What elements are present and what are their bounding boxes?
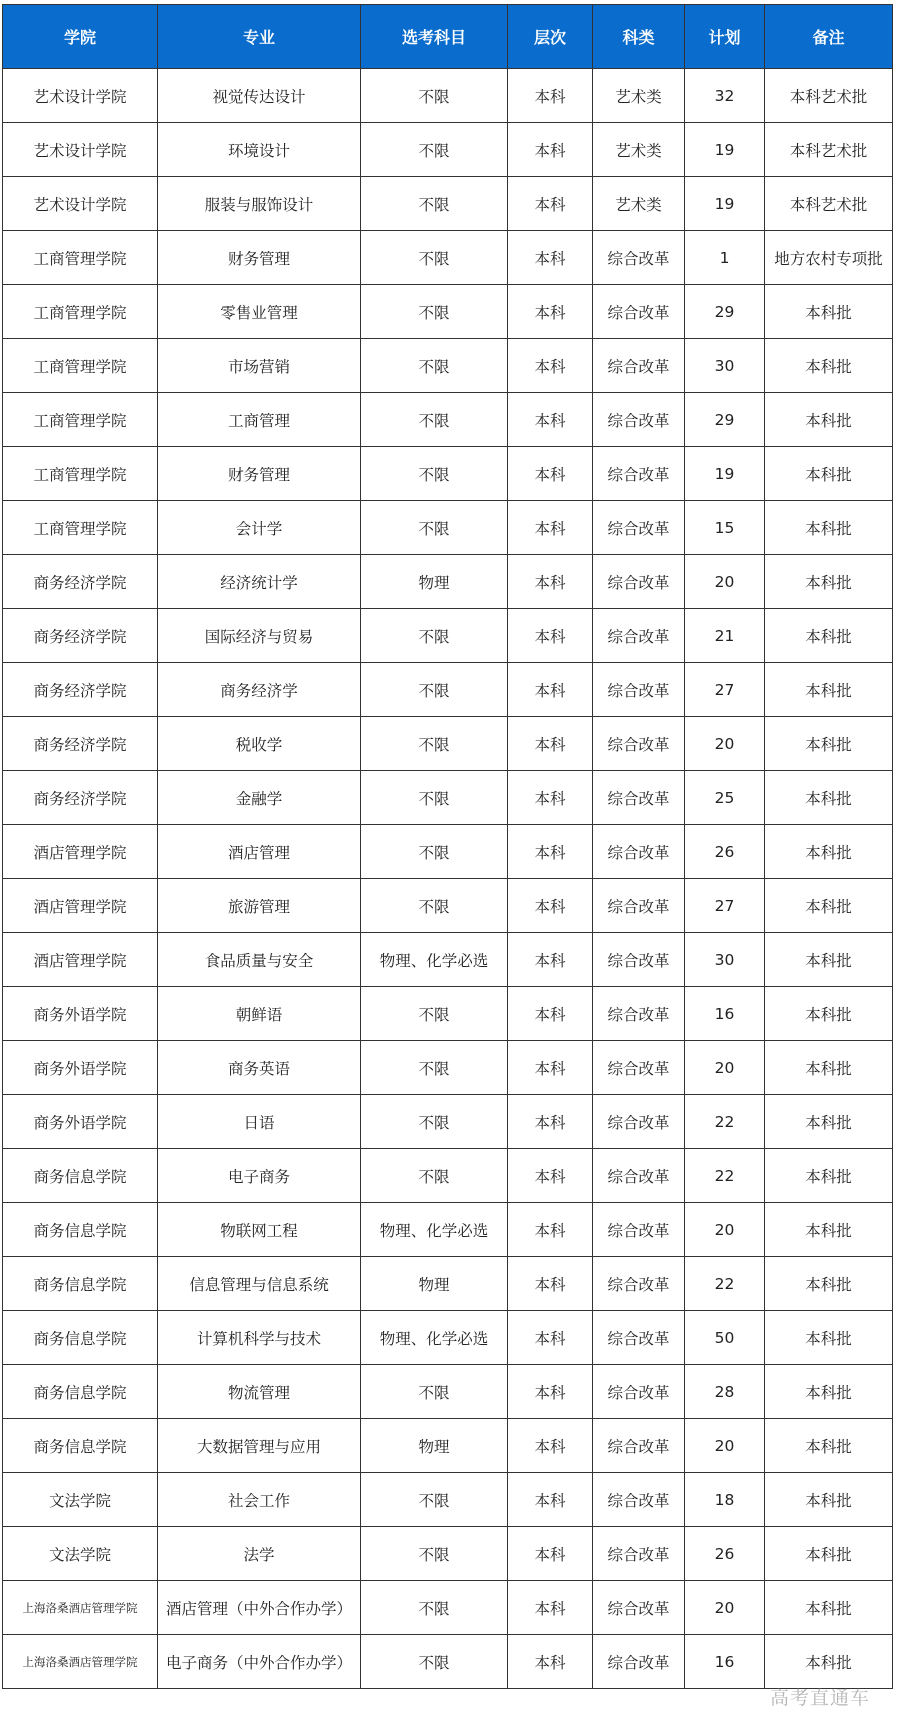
cell-level: 本科: [508, 717, 593, 771]
cell-subject-requirement: 不限: [361, 1041, 508, 1095]
cell-major: 电子商务: [158, 1149, 361, 1203]
table-row: [3, 1257, 893, 1311]
cell-level: 本科: [508, 447, 593, 501]
cell-level: 本科: [508, 1473, 593, 1527]
table-row: [3, 1041, 893, 1095]
cell-level: 本科: [508, 339, 593, 393]
cell-plan-count: 26: [685, 825, 765, 879]
cell-subject-requirement: 不限: [361, 987, 508, 1041]
table-row: [3, 501, 893, 555]
cell-major: 朝鲜语: [158, 987, 361, 1041]
cell-remark: 本科批: [765, 285, 893, 339]
cell-college: 文法学院: [3, 1527, 158, 1581]
cell-category: 综合改革: [593, 285, 685, 339]
cell-level: 本科: [508, 1203, 593, 1257]
table-row: [3, 1095, 893, 1149]
cell-subject-requirement: 不限: [361, 285, 508, 339]
header-college: 学院: [3, 5, 158, 69]
cell-subject-requirement: 不限: [361, 123, 508, 177]
table-row: [3, 393, 893, 447]
cell-level: 本科: [508, 1365, 593, 1419]
cell-major: 商务经济学: [158, 663, 361, 717]
cell-major: 环境设计: [158, 123, 361, 177]
cell-level: 本科: [508, 1149, 593, 1203]
cell-category: 综合改革: [593, 1581, 685, 1635]
cell-college: 工商管理学院: [3, 393, 158, 447]
cell-plan-count: 21: [685, 609, 765, 663]
cell-plan-count: 29: [685, 285, 765, 339]
cell-category: 艺术类: [593, 123, 685, 177]
cell-subject-requirement: 不限: [361, 1581, 508, 1635]
cell-level: 本科: [508, 501, 593, 555]
cell-remark: 本科批: [765, 933, 893, 987]
cell-plan-count: 19: [685, 177, 765, 231]
table-row: [3, 1311, 893, 1365]
cell-remark: 本科批: [765, 987, 893, 1041]
table-row: [3, 285, 893, 339]
cell-major: 大数据管理与应用: [158, 1419, 361, 1473]
cell-college: 艺术设计学院: [3, 123, 158, 177]
cell-remark: 本科批: [765, 501, 893, 555]
cell-category: 综合改革: [593, 1311, 685, 1365]
cell-remark: 本科批: [765, 771, 893, 825]
cell-major: 信息管理与信息系统: [158, 1257, 361, 1311]
cell-subject-requirement: 物理: [361, 1419, 508, 1473]
cell-category: 综合改革: [593, 1635, 685, 1689]
cell-category: 综合改革: [593, 501, 685, 555]
cell-subject-requirement: 不限: [361, 1635, 508, 1689]
cell-plan-count: 27: [685, 663, 765, 717]
cell-college: 文法学院: [3, 1473, 158, 1527]
header-remark: 备注: [765, 5, 893, 69]
cell-subject-requirement: 物理: [361, 1257, 508, 1311]
cell-major: 财务管理: [158, 231, 361, 285]
enrollment-plan-table-container: [2, 4, 892, 1689]
header-plan-count: 计划: [685, 5, 765, 69]
cell-level: 本科: [508, 1419, 593, 1473]
cell-college: 商务信息学院: [3, 1419, 158, 1473]
cell-plan-count: 22: [685, 1257, 765, 1311]
cell-plan-count: 50: [685, 1311, 765, 1365]
cell-category: 综合改革: [593, 1041, 685, 1095]
cell-major: 食品质量与安全: [158, 933, 361, 987]
cell-major: 工商管理: [158, 393, 361, 447]
cell-level: 本科: [508, 1257, 593, 1311]
cell-remark: 本科批: [765, 1473, 893, 1527]
cell-level: 本科: [508, 879, 593, 933]
enrollment-plan-table: [2, 4, 893, 1689]
cell-level: 本科: [508, 69, 593, 123]
cell-remark: 本科批: [765, 1041, 893, 1095]
cell-subject-requirement: 不限: [361, 1365, 508, 1419]
cell-major: 经济统计学: [158, 555, 361, 609]
cell-major: 市场营销: [158, 339, 361, 393]
cell-remark: 本科批: [765, 1257, 893, 1311]
cell-plan-count: 16: [685, 987, 765, 1041]
cell-remark: 本科批: [765, 879, 893, 933]
cell-remark: 本科批: [765, 393, 893, 447]
cell-college: 上海洛桑酒店管理学院: [3, 1581, 158, 1635]
cell-level: 本科: [508, 177, 593, 231]
cell-college: 商务外语学院: [3, 1041, 158, 1095]
table-row: [3, 339, 893, 393]
cell-subject-requirement: 物理: [361, 555, 508, 609]
table-row: [3, 1635, 893, 1689]
cell-category: 综合改革: [593, 717, 685, 771]
cell-category: 综合改革: [593, 987, 685, 1041]
cell-college: 工商管理学院: [3, 285, 158, 339]
cell-remark: 本科批: [765, 1149, 893, 1203]
cell-subject-requirement: 物理、化学必选: [361, 933, 508, 987]
table-row: [3, 933, 893, 987]
cell-category: 综合改革: [593, 1257, 685, 1311]
cell-plan-count: 1: [685, 231, 765, 285]
cell-plan-count: 30: [685, 339, 765, 393]
cell-plan-count: 20: [685, 717, 765, 771]
cell-plan-count: 29: [685, 393, 765, 447]
cell-major: 金融学: [158, 771, 361, 825]
cell-subject-requirement: 不限: [361, 663, 508, 717]
table-row: [3, 771, 893, 825]
cell-major: 国际经济与贸易: [158, 609, 361, 663]
cell-major: 旅游管理: [158, 879, 361, 933]
cell-college: 酒店管理学院: [3, 825, 158, 879]
table-row: [3, 1149, 893, 1203]
cell-plan-count: 28: [685, 1365, 765, 1419]
cell-college: 工商管理学院: [3, 231, 158, 285]
cell-category: 综合改革: [593, 609, 685, 663]
cell-remark: 本科批: [765, 825, 893, 879]
table-row: [3, 1473, 893, 1527]
cell-category: 综合改革: [593, 393, 685, 447]
table-row: [3, 663, 893, 717]
cell-subject-requirement: 不限: [361, 825, 508, 879]
cell-category: 综合改革: [593, 231, 685, 285]
cell-level: 本科: [508, 231, 593, 285]
cell-category: 综合改革: [593, 1365, 685, 1419]
cell-plan-count: 16: [685, 1635, 765, 1689]
cell-level: 本科: [508, 1041, 593, 1095]
cell-college: 商务经济学院: [3, 663, 158, 717]
header-level: 层次: [508, 5, 593, 69]
cell-remark: 本科批: [765, 1095, 893, 1149]
table-row: [3, 1527, 893, 1581]
cell-subject-requirement: 不限: [361, 231, 508, 285]
cell-remark: 本科批: [765, 1419, 893, 1473]
cell-college: 商务信息学院: [3, 1365, 158, 1419]
cell-subject-requirement: 不限: [361, 1473, 508, 1527]
header-subject-requirement: 选考科目: [361, 5, 508, 69]
cell-major: 物联网工程: [158, 1203, 361, 1257]
table-row: [3, 825, 893, 879]
cell-major: 酒店管理（中外合作办学）: [158, 1581, 361, 1635]
table-row: [3, 555, 893, 609]
cell-plan-count: 20: [685, 1419, 765, 1473]
cell-remark: 本科批: [765, 1311, 893, 1365]
cell-remark: 本科艺术批: [765, 123, 893, 177]
cell-level: 本科: [508, 771, 593, 825]
cell-category: 综合改革: [593, 1419, 685, 1473]
cell-college: 艺术设计学院: [3, 69, 158, 123]
cell-subject-requirement: 不限: [361, 771, 508, 825]
cell-category: 综合改革: [593, 555, 685, 609]
cell-category: 综合改革: [593, 339, 685, 393]
cell-remark: 本科批: [765, 1365, 893, 1419]
cell-college: 商务外语学院: [3, 987, 158, 1041]
cell-plan-count: 20: [685, 1041, 765, 1095]
table-row: [3, 123, 893, 177]
cell-plan-count: 20: [685, 555, 765, 609]
table-row: [3, 1365, 893, 1419]
cell-category: 综合改革: [593, 1203, 685, 1257]
cell-subject-requirement: 不限: [361, 879, 508, 933]
table-row: [3, 1419, 893, 1473]
cell-subject-requirement: 不限: [361, 1149, 508, 1203]
cell-remark: 本科艺术批: [765, 69, 893, 123]
cell-major: 会计学: [158, 501, 361, 555]
cell-subject-requirement: 不限: [361, 447, 508, 501]
cell-subject-requirement: 不限: [361, 609, 508, 663]
cell-major: 物流管理: [158, 1365, 361, 1419]
table-row: [3, 609, 893, 663]
cell-plan-count: 19: [685, 447, 765, 501]
cell-major: 视觉传达设计: [158, 69, 361, 123]
cell-plan-count: 32: [685, 69, 765, 123]
cell-subject-requirement: 不限: [361, 69, 508, 123]
cell-category: 综合改革: [593, 771, 685, 825]
cell-level: 本科: [508, 1095, 593, 1149]
cell-college: 酒店管理学院: [3, 879, 158, 933]
cell-major: 法学: [158, 1527, 361, 1581]
header-category: 科类: [593, 5, 685, 69]
table-header: [3, 5, 893, 69]
cell-college: 商务经济学院: [3, 609, 158, 663]
cell-remark: 本科批: [765, 717, 893, 771]
cell-major: 服装与服饰设计: [158, 177, 361, 231]
cell-subject-requirement: 不限: [361, 1095, 508, 1149]
cell-college: 商务经济学院: [3, 555, 158, 609]
watermark: 高考直通车: [769, 1687, 870, 1709]
cell-major: 零售业管理: [158, 285, 361, 339]
cell-category: 综合改革: [593, 1527, 685, 1581]
cell-level: 本科: [508, 933, 593, 987]
cell-subject-requirement: 不限: [361, 717, 508, 771]
header-major: 专业: [158, 5, 361, 69]
cell-college: 工商管理学院: [3, 501, 158, 555]
cell-level: 本科: [508, 123, 593, 177]
cell-level: 本科: [508, 825, 593, 879]
cell-plan-count: 22: [685, 1149, 765, 1203]
cell-subject-requirement: 不限: [361, 339, 508, 393]
cell-level: 本科: [508, 663, 593, 717]
cell-college: 商务信息学院: [3, 1311, 158, 1365]
cell-college: 商务信息学院: [3, 1203, 158, 1257]
cell-category: 综合改革: [593, 663, 685, 717]
table-row: [3, 987, 893, 1041]
cell-major: 计算机科学与技术: [158, 1311, 361, 1365]
cell-category: 艺术类: [593, 69, 685, 123]
cell-plan-count: 30: [685, 933, 765, 987]
cell-college: 酒店管理学院: [3, 933, 158, 987]
cell-category: 综合改革: [593, 1473, 685, 1527]
cell-subject-requirement: 物理、化学必选: [361, 1311, 508, 1365]
cell-remark: 本科批: [765, 1203, 893, 1257]
table-row: [3, 447, 893, 501]
table-body: [3, 69, 893, 1689]
cell-college: 商务信息学院: [3, 1149, 158, 1203]
cell-major: 电子商务（中外合作办学）: [158, 1635, 361, 1689]
cell-plan-count: 22: [685, 1095, 765, 1149]
cell-college: 上海洛桑酒店管理学院: [3, 1635, 158, 1689]
cell-remark: 本科批: [765, 1527, 893, 1581]
cell-level: 本科: [508, 609, 593, 663]
header-row: [3, 5, 893, 69]
cell-college: 艺术设计学院: [3, 177, 158, 231]
cell-plan-count: 15: [685, 501, 765, 555]
cell-level: 本科: [508, 555, 593, 609]
cell-remark: 本科批: [765, 447, 893, 501]
cell-subject-requirement: 不限: [361, 501, 508, 555]
cell-category: 综合改革: [593, 933, 685, 987]
cell-category: 综合改革: [593, 1095, 685, 1149]
cell-subject-requirement: 不限: [361, 177, 508, 231]
cell-level: 本科: [508, 1527, 593, 1581]
cell-level: 本科: [508, 1311, 593, 1365]
cell-level: 本科: [508, 393, 593, 447]
cell-level: 本科: [508, 987, 593, 1041]
table-row: [3, 231, 893, 285]
cell-college: 工商管理学院: [3, 447, 158, 501]
cell-level: 本科: [508, 1635, 593, 1689]
table-row: [3, 717, 893, 771]
cell-category: 综合改革: [593, 825, 685, 879]
cell-plan-count: 19: [685, 123, 765, 177]
cell-category: 综合改革: [593, 1149, 685, 1203]
cell-major: 酒店管理: [158, 825, 361, 879]
cell-plan-count: 25: [685, 771, 765, 825]
cell-major: 社会工作: [158, 1473, 361, 1527]
cell-remark: 本科批: [765, 609, 893, 663]
cell-remark: 本科批: [765, 1635, 893, 1689]
cell-major: 日语: [158, 1095, 361, 1149]
cell-plan-count: 20: [685, 1203, 765, 1257]
cell-college: 商务信息学院: [3, 1257, 158, 1311]
cell-category: 综合改革: [593, 879, 685, 933]
cell-remark: 本科艺术批: [765, 177, 893, 231]
cell-remark: 本科批: [765, 339, 893, 393]
cell-plan-count: 18: [685, 1473, 765, 1527]
cell-remark: 本科批: [765, 1581, 893, 1635]
table-row: [3, 1203, 893, 1257]
cell-remark: 地方农村专项批: [765, 231, 893, 285]
cell-level: 本科: [508, 285, 593, 339]
cell-subject-requirement: 不限: [361, 393, 508, 447]
cell-college: 商务经济学院: [3, 717, 158, 771]
cell-subject-requirement: 不限: [361, 1527, 508, 1581]
cell-plan-count: 27: [685, 879, 765, 933]
cell-college: 商务外语学院: [3, 1095, 158, 1149]
table-row: [3, 1581, 893, 1635]
cell-major: 商务英语: [158, 1041, 361, 1095]
table-row: [3, 879, 893, 933]
cell-college: 工商管理学院: [3, 339, 158, 393]
cell-plan-count: 26: [685, 1527, 765, 1581]
cell-plan-count: 20: [685, 1581, 765, 1635]
cell-remark: 本科批: [765, 663, 893, 717]
cell-category: 综合改革: [593, 447, 685, 501]
table-row: [3, 177, 893, 231]
table-row: [3, 69, 893, 123]
cell-category: 艺术类: [593, 177, 685, 231]
cell-level: 本科: [508, 1581, 593, 1635]
cell-college: 商务经济学院: [3, 771, 158, 825]
cell-major: 财务管理: [158, 447, 361, 501]
cell-major: 税收学: [158, 717, 361, 771]
cell-remark: 本科批: [765, 555, 893, 609]
cell-subject-requirement: 物理、化学必选: [361, 1203, 508, 1257]
